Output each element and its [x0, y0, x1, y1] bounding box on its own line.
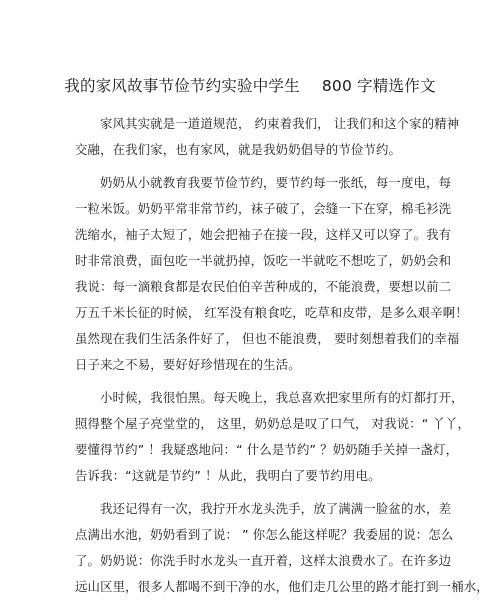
title-suffix: 800 字精选作文: [321, 77, 436, 95]
text-line: 我说：每一滴粮食都是农民伯伯辛苦种成的，不能浪费，要想以前二: [75, 279, 452, 294]
paragraph-grandma-frugal: [75, 170, 468, 378]
paragraph-save-water: [75, 496, 489, 600]
text-line: 小时候，我很怕黑。每天晚上，我总喜欢把家里所有的灯都打开，: [100, 390, 464, 405]
text-line: 远山区里，很多人都喝不到干净的水，他们走几公里的路才能打到一桶水，: [75, 579, 489, 594]
text-line: 了。奶奶说：你洗手时水龙头一直开着，这样太浪费水了。在许多边: [75, 553, 452, 568]
text-line: 照得整个屋子亮堂堂的， 这里，奶奶总是叹了口气， 对我说：“ 丫丫，: [75, 416, 471, 431]
text-line: 点满出水池，奶奶看到了说： ” 你怎么能这样呢？我委屈的说：怎么: [75, 527, 454, 542]
text-line: 时非常浪费，面包吃一半就扔掉，饭吃一半就吃不想吃了，奶奶会和: [75, 253, 452, 268]
text-line: 交融，在我们家，也有家风，就是我奶奶倡导的节俭节约。: [75, 142, 402, 157]
text-line: 万五千米长征的时候， 红军没有粮食吃，吃草和皮带，是多么艰辛啊！: [75, 305, 468, 320]
text-line: 要懂得节约” ！我疑惑地问：“ 什么是节约” ？奶奶随手关掉一盏灯，: [75, 442, 459, 457]
article-body: [75, 111, 489, 607]
title-main: 我的家风故事节俭节约实验中学生: [64, 77, 300, 95]
text-line: 奶奶从小就教育我要节俭节约，要节约每一张纸，每一度电，每: [100, 175, 452, 190]
paragraph-save-electricity: [75, 385, 471, 489]
text-line: 我还记得有一次，我拧开水龙头洗手，放了满满一脸盆的水，差: [100, 501, 452, 516]
text-line: 日子来之不易，要好好珍惜现在的生活。: [75, 357, 301, 372]
text-line: 虽然现在我们生活条件好了， 但也不能浪费， 要时刻想着我们的幸福: [75, 331, 460, 346]
text-line: 家风其实就是一道道规范， 约束着我们， 让我们和这个家的精神: [100, 116, 460, 131]
text-line: 洗缩水，袖子太短了，她会把袖子在接一段，这样又可以穿了。我有: [75, 227, 452, 242]
article-title: [0, 76, 500, 96]
text-line: 告诉我：“这就是节约” ！从此，我明白了要节约用电。: [75, 468, 381, 483]
text-line: 一粒米饭。奶奶平常非常节约，袜子破了，会缝一下在穿，棉毛衫洗: [75, 201, 452, 216]
paragraph-family-rules: [75, 111, 460, 163]
